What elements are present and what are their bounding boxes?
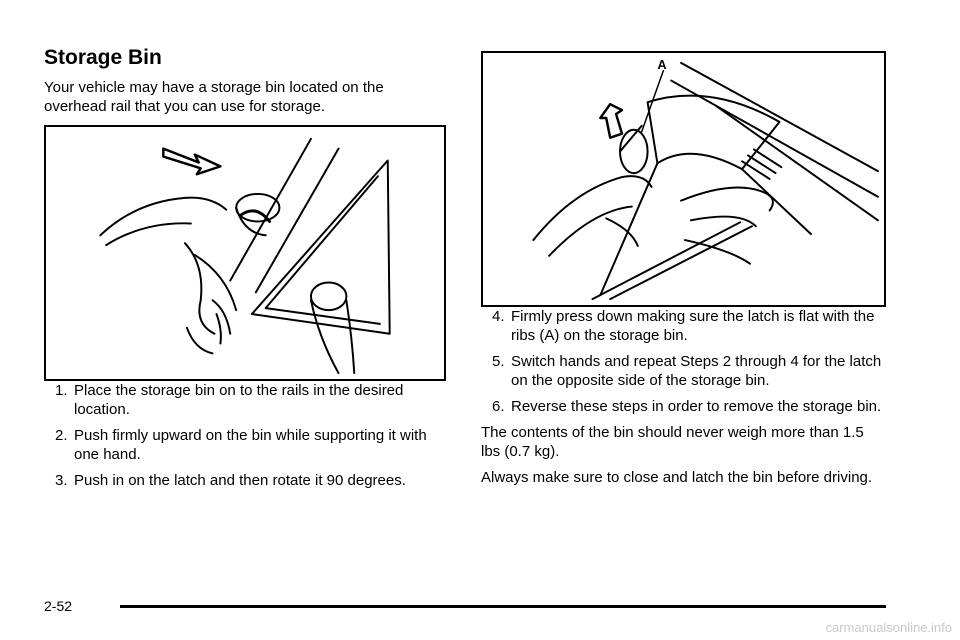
step-item: 4. Firmly press down making sure the latch is flat with the ribs (A) on the storage bin. [492, 308, 875, 344]
weight-note: The contents of the bin should never weigh more than 1.5 lbs (0.7 kg). [481, 424, 864, 460]
left-column [44, 44, 446, 497]
illustration-latch-ribs [481, 51, 886, 307]
latch-ribs-drawing [483, 53, 884, 305]
step-item: 6. Reverse these steps in order to remove the storage bin. [492, 398, 882, 415]
step-item: 3. Push in on the latch and then rotate it 90 degrees. [55, 472, 406, 489]
footer-rule [120, 605, 886, 608]
intro-paragraph: Your vehicle may have a storage bin located on the overhead rail that you can use for storage. [44, 79, 384, 115]
step-item: 2. Push firmly upward on the bin while supporting it with one hand. [55, 427, 427, 463]
latch-rotate-drawing [46, 127, 444, 379]
steps-list-right [481, 307, 886, 416]
page-title: Storage Bin [44, 46, 162, 69]
watermark: carmanualsonline.info [825, 620, 952, 635]
page-number: 2-52 [44, 598, 73, 614]
step-item: 1. Place the storage bin on to the rails in the desired location. [55, 382, 404, 418]
steps-list-left [44, 381, 446, 490]
right-column [481, 51, 886, 494]
step-item: 5. Switch hands and repeat Steps 2 through 4 for the latch on the opposite side of the storage bin. [492, 353, 882, 389]
page-footer [44, 597, 886, 615]
close-note: Always make sure to close and latch the bin before driving. [481, 469, 873, 486]
ribs-label-a: A [657, 56, 667, 72]
illustration-latch-rotate [44, 125, 446, 381]
